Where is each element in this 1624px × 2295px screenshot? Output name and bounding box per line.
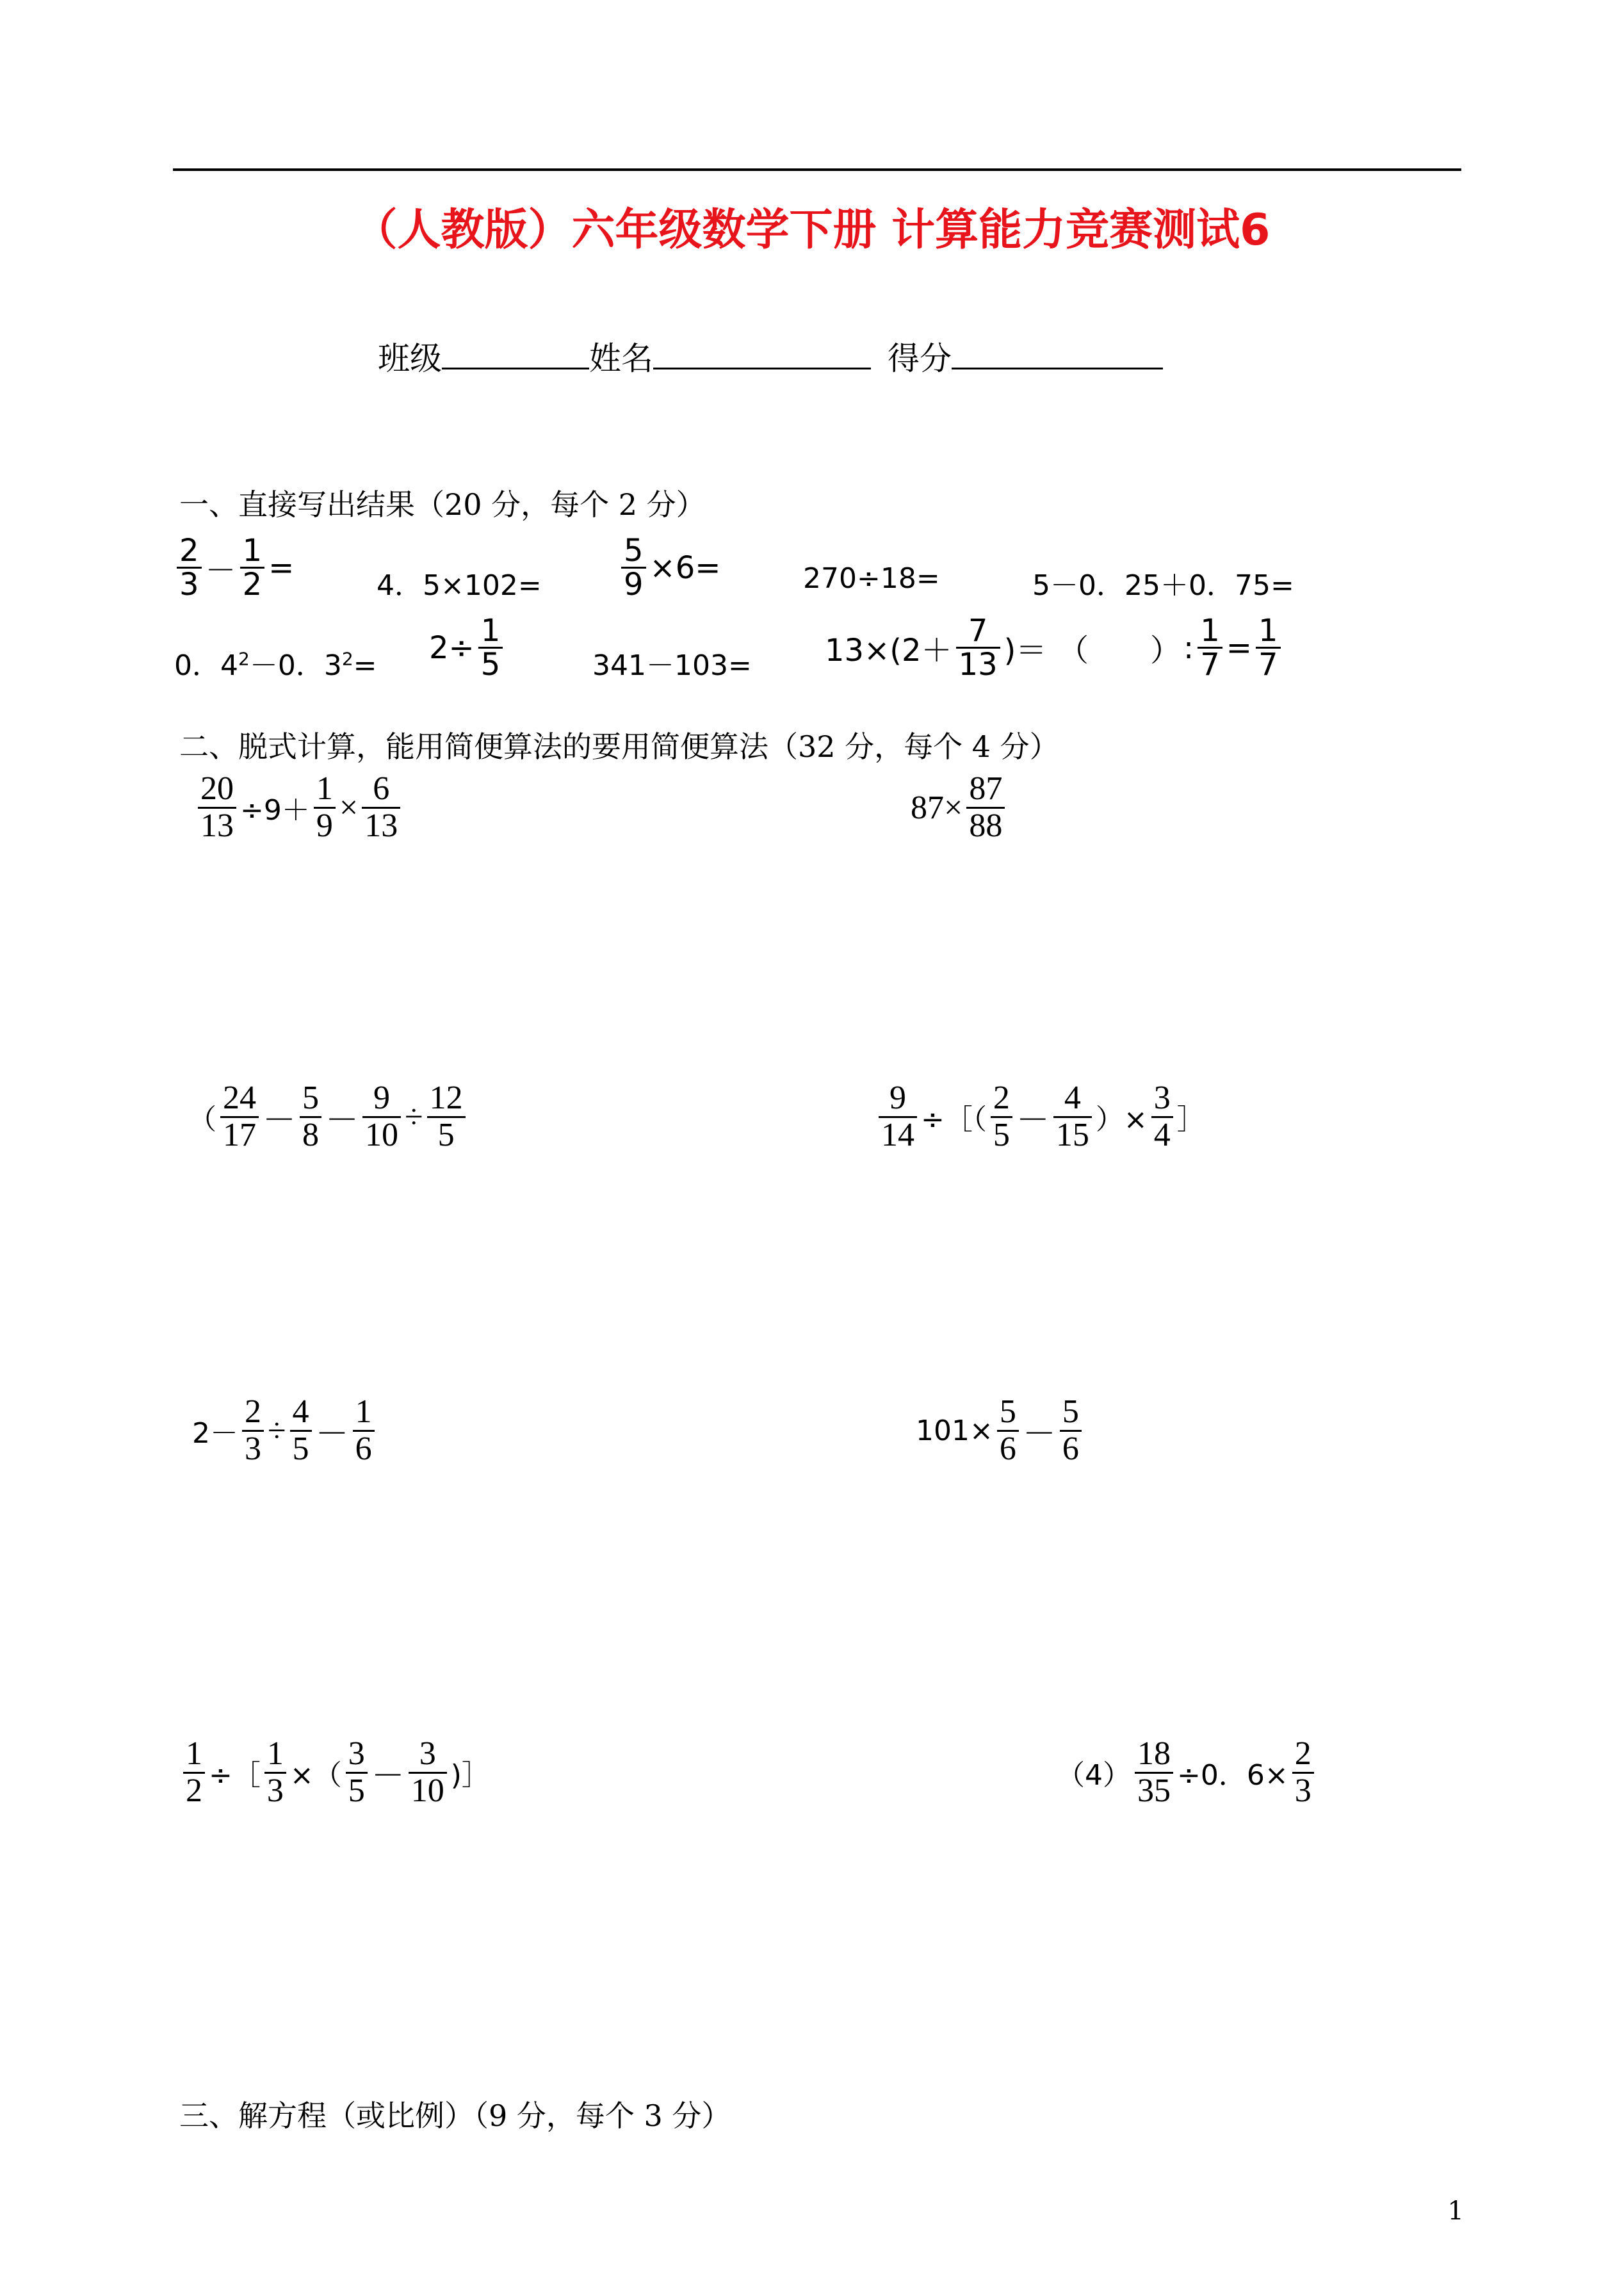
problem-6: 101× $\frac{5}{6}$ － $\frac{5}{6}$: [914, 1395, 1084, 1466]
fraction: $\frac{1}{5}$: [478, 615, 503, 681]
score-label: 得分: [888, 340, 952, 377]
top-rule: [173, 168, 1461, 171]
problem-1: $\frac{20}{13}$ ÷9＋ $\frac{1}{9}$ × $\frac{6}{13}$: [195, 772, 403, 843]
q1-item-4: 270÷18=: [803, 562, 940, 595]
q1-item-5: 5－0．25＋0．75=: [1032, 569, 1294, 602]
problem-2: 87× $\frac{87}{88}$: [909, 772, 1007, 843]
name-blank: [653, 339, 871, 369]
problem-5: 2－ $\frac{2}{3}$ ÷ $\frac{4}{5}$ － $\frac{1}{6}$: [191, 1395, 377, 1466]
student-info-line: [378, 333, 1163, 379]
q1-item-3: $\frac{5}{9}$ ×6=: [619, 535, 722, 601]
q1-item-8: 341－103=: [592, 649, 752, 682]
q1-item-6: 0．$4^2-0$．$3^2=$: [174, 648, 377, 682]
q1-item-2: 4．5×102=: [377, 569, 542, 602]
problem-3: （ $\frac{24}{17}$ － $\frac{5}{8}$ － $\frac{9}{10}$ ÷ $\frac{12}{5}$: [187, 1081, 468, 1153]
q1-item-7: 2÷ $\frac{1}{5}$: [428, 615, 505, 681]
page-number: 1: [1447, 2196, 1464, 2226]
section1-heading: 一、直接写出结果（20 分，每个 2 分）: [179, 487, 706, 522]
fraction: $\frac{7}{13}$: [956, 615, 1000, 681]
fraction: $\frac{1}{7}$: [1256, 615, 1281, 681]
problem-7: $\frac{1}{2}$ ÷［ $\frac{1}{3}$ ×（ $\frac{3}{5}$ － $\frac{3}{10}$ )］: [181, 1737, 491, 1808]
section3-heading: 三、解方程（或比例）（9 分，每个 3 分）: [179, 2098, 731, 2133]
q1-item-10: （ ） : $\frac{1}{7}$ = $\frac{1}{7}$: [1057, 615, 1283, 681]
problem-8: （4） $\frac{18}{35}$ ÷0．6× $\frac{2}{3}$: [1055, 1737, 1317, 1808]
class-label: 班级: [378, 340, 442, 377]
class-blank: [442, 339, 589, 369]
fraction: $\frac{2}{3}$: [177, 535, 202, 601]
page-title: （人教版）六年级数学下册 计算能力竞赛测试6: [353, 205, 1271, 255]
problem-4: $\frac{9}{14}$ ÷［（ $\frac{2}{5}$ － $\frac{4}{15}$ ）× $\frac{3}{4}$ ］: [876, 1081, 1206, 1153]
q1-item-9: 13×(2＋ $\frac{7}{13}$ )＝: [825, 613, 1047, 683]
name-label: 姓名: [589, 340, 653, 377]
q1-item-1: $\frac{2}{3}$ － $\frac{1}{2}$ =: [174, 535, 295, 601]
fraction: $\frac{1}{7}$: [1198, 615, 1222, 681]
fraction: $\frac{5}{9}$: [621, 535, 646, 601]
section2-heading: 二、脱式计算，能用简便算法的要用简便算法（32 分，每个 4 分）: [179, 729, 1059, 764]
score-blank: [952, 339, 1163, 369]
fraction: $\frac{1}{2}$: [240, 535, 265, 601]
